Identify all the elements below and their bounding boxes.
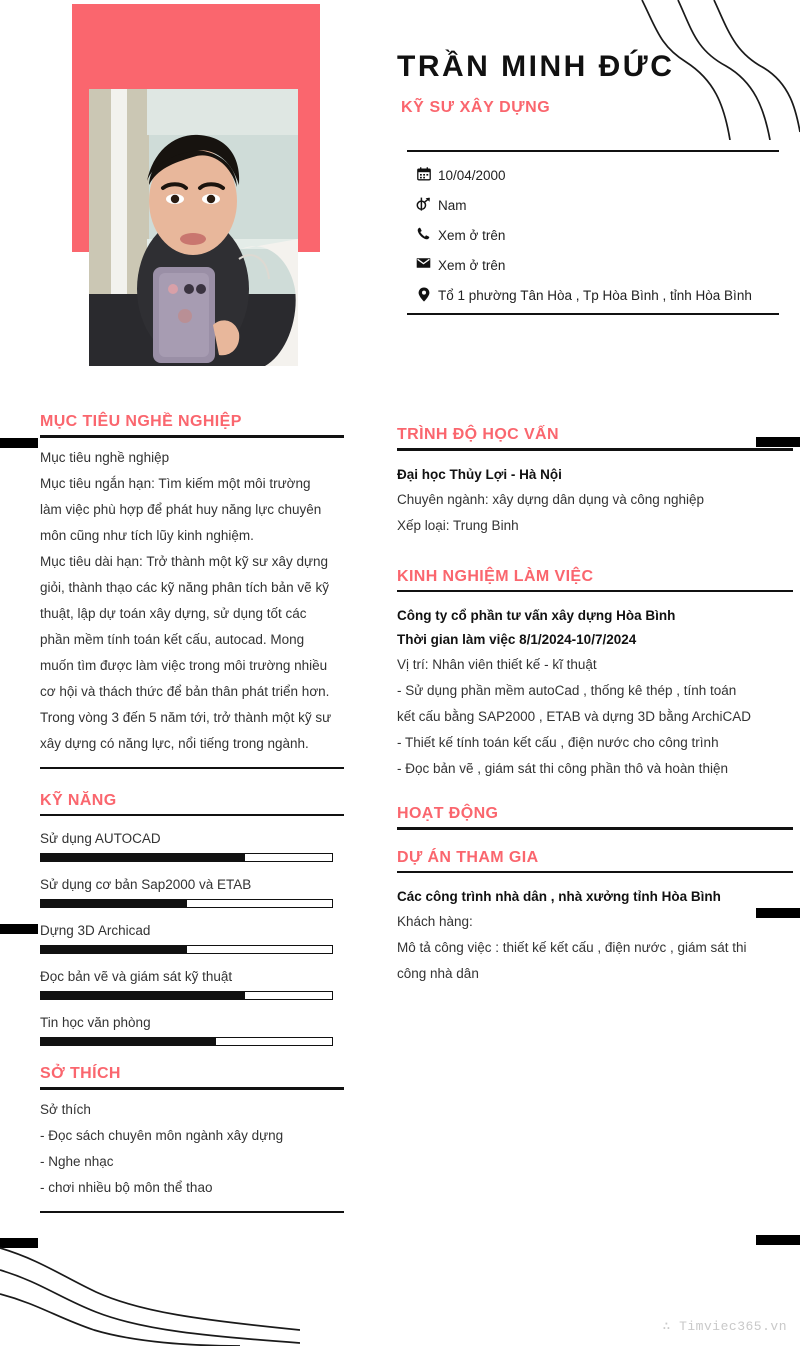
contact-value: Tổ 1 phường Tân Hòa , Tp Hòa Bình , tỉnh Hòa Bình [438,288,752,303]
skill-item [40,920,344,954]
project-line: công nhà dân [397,966,479,981]
section-hobbies [40,1064,344,1213]
skill-progress-bar [40,945,333,954]
skill-progress-bar [40,899,333,908]
hobby-line: - Đọc sách chuyên môn ngành xây dựng [40,1127,284,1143]
objective-line: Mục tiêu ngắn hạn: Tìm kiếm một môi trường [40,475,311,491]
skill-label: Đọc bản vẽ và giám sát kỹ thuật [40,969,233,984]
section-objective [40,412,344,769]
section-activities [397,804,793,830]
skill-progress-fill [41,992,245,999]
skill-progress-fill [41,854,245,861]
skill-progress-bar [40,1037,333,1046]
contact-value: 10/04/2000 [438,168,506,183]
watermark: ∴ Timviec365.vn [662,1319,787,1334]
contact-list [407,152,779,305]
education-school: Đại học Thủy Lợi - Hà Nội [397,466,562,482]
objective-line: Mục tiêu nghề nghiệp [40,449,170,465]
project-name: Các công trình nhà dân , nhà xưởng tỉnh Hòa Bình [397,889,721,904]
skill-label: Sử dụng AUTOCAD [40,831,161,846]
objective-line: thuật, lập dự toán xây dựng, sử dụng tốt các [40,605,307,621]
section-title-objective: MỤC TIÊU NGHỀ NGHIỆP [40,413,242,430]
phone-icon [415,226,432,240]
edge-bar-left-bottom [0,1238,38,1248]
experience-line: kết cấu bằng SAP2000 , ETAB và dựng 3D bằng ArchiCAD [397,709,751,724]
contact-item-gender [415,196,779,215]
contact-item-birthday [415,166,779,185]
objective-rule-bottom [40,767,344,769]
skill-label: Dựng 3D Archicad [40,923,151,938]
left-column [40,412,344,1231]
section-education [397,425,793,539]
projects-body [397,873,793,987]
contact-item-email[interactable] [415,256,779,275]
section-projects [397,848,793,988]
objective-line: Mục tiêu dài hạn: Trở thành một kỹ sư xây dựng [40,553,329,569]
experience-line: Vị trí: Nhân viên thiết kế - kĩ thuật [397,657,597,672]
objective-line: giỏi, thành thạo các kỹ năng phân tích bản vẽ kỹ [40,579,329,595]
hobby-line: - chơi nhiều bộ môn thể thao [40,1179,213,1195]
project-line: Khách hàng: [397,914,473,929]
objective-line: làm việc phù hợp để phát huy năng lực chuyên [40,501,322,517]
experience-line: - Sử dụng phần mềm autoCad , thống kê thép , tính toán [397,683,737,698]
objective-line: xây dựng có năng lực, nổi tiếng trong ngành. [40,735,309,751]
experience-line: - Thiết kế tính toán kết cấu , điện nước cho công trình [397,735,719,750]
section-rule [40,814,344,817]
email-icon [415,256,432,269]
objective-line: Trong vòng 3 đến 5 năm tới, trở thành một kỹ sư [40,709,332,725]
objective-line: muốn tìm được làm việc trong môi trường nhiều [40,657,328,673]
skill-progress-bar [40,991,333,1000]
page-title: TRẦN MINH ĐỨC [397,50,675,83]
section-rule [397,827,793,830]
education-body [397,451,793,539]
section-skills [40,791,344,1047]
experience-body [397,592,793,782]
right-column [397,425,793,1005]
skill-progress-bar [40,853,333,862]
skill-progress-fill [41,900,187,907]
section-title-activities: HOẠT ĐỘNG [397,805,499,822]
objective-line: cơ hội và thách thức để bản thân phát triển hơn. [40,683,330,699]
skill-label: Tin học văn phòng [40,1015,151,1030]
skill-item [40,966,344,1000]
contact-value: Nam [438,198,467,213]
skill-item [40,1012,344,1046]
contact-section [407,150,779,315]
objective-body [40,438,344,757]
education-line: Chuyên ngành: xây dựng dân dụng và công nghiệp [397,491,705,507]
education-line: Xếp loại: Trung Binh [397,517,519,533]
wave-decoration-bottom-left [0,1246,300,1346]
experience-line: - Đọc bản vẽ , giám sát thi công phần thô và hoàn thiện [397,761,728,776]
skill-progress-fill [41,1038,216,1045]
contact-rule-bottom [407,313,779,315]
location-icon [415,286,432,302]
job-title: KỸ SƯ XÂY DỰNG [401,99,551,116]
skill-progress-fill [41,946,187,953]
skill-item [40,874,344,908]
skill-item [40,828,344,862]
section-title-experience: KINH NGHIỆM LÀM VIỆC [397,567,594,585]
project-line: Mô tả công việc : thiết kế kết cấu , điện nước , giám sát thi [397,940,747,955]
hobbies-rule-bottom [40,1211,344,1213]
contact-item-address [415,286,779,305]
edge-bar-left-mid [0,924,38,934]
hobbies-body [40,1090,344,1201]
edge-bar-left-top [0,438,38,448]
section-title-education: TRÌNH ĐỘ HỌC VẤN [397,426,559,443]
objective-line: môn cũng như tích lũy kinh nghiệm. [40,527,254,543]
experience-period: Thời gian làm việc 8/1/2024-10/7/2024 [397,632,637,647]
contact-value: Xem ở trên [438,258,506,273]
hobby-line: - Nghe nhạc [40,1153,114,1169]
gender-icon [415,196,432,211]
section-title-projects: DỰ ÁN THAM GIA [397,848,539,866]
edge-bar-right-bottom [756,1235,800,1245]
contact-value: Xem ở trên [438,228,506,243]
hobby-line: Sở thích [40,1101,91,1117]
avatar [89,89,298,366]
section-title-skills: KỸ NĂNG [40,791,117,809]
contact-item-phone[interactable] [415,226,779,245]
section-experience [397,567,793,783]
calendar-icon [415,166,432,181]
objective-line: phần mềm tính toán kết cấu, autocad. Mong [40,631,305,647]
section-title-hobbies: SỞ THÍCH [40,1065,121,1082]
skill-label: Sử dụng cơ bản Sap2000 và ETAB [40,877,252,892]
experience-company: Công ty cổ phần tư vấn xây dựng Hòa Bình [397,608,676,623]
